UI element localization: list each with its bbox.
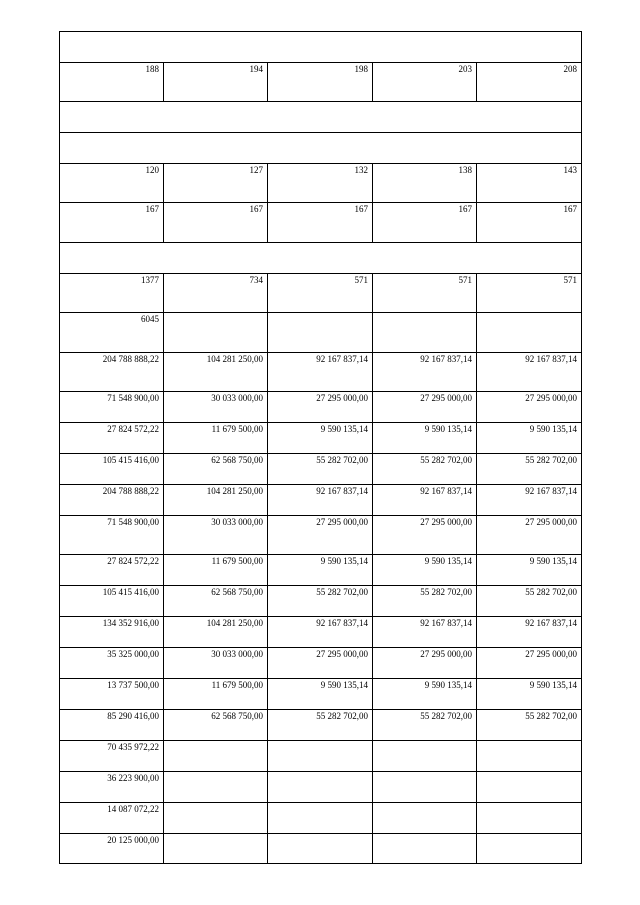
table-row [60, 485, 582, 516]
table-cell: 27 295 000,00 [268, 648, 373, 679]
table-cell [477, 772, 582, 803]
table-cell [373, 772, 477, 803]
table-cell: 208 [477, 63, 582, 102]
table-cell: 27 295 000,00 [477, 516, 582, 555]
table-cell [373, 834, 477, 864]
table-cell: 62 568 750,00 [164, 454, 268, 485]
table-cell: 71 548 900,00 [60, 392, 164, 423]
table-cell: 62 568 750,00 [164, 586, 268, 617]
table-row [60, 133, 582, 164]
table-row [60, 586, 582, 617]
table-cell: 9 590 135,14 [268, 679, 373, 710]
table-cell: 167 [164, 203, 268, 243]
table-cell: 92 167 837,14 [477, 485, 582, 516]
table-cell: 27 295 000,00 [477, 648, 582, 679]
table-row [60, 454, 582, 485]
table-cell: 36 223 900,00 [60, 772, 164, 803]
table-cell [164, 741, 268, 772]
table-cell: 132 [268, 164, 373, 203]
table-cell [164, 803, 268, 834]
table-row [60, 741, 582, 772]
table-cell: 55 282 702,00 [268, 454, 373, 485]
table-cell: 27 295 000,00 [373, 516, 477, 555]
table-cell: 27 824 572,22 [60, 423, 164, 454]
table-row [60, 243, 582, 274]
table-cell: 92 167 837,14 [268, 485, 373, 516]
table-cell: 27 295 000,00 [268, 516, 373, 555]
table-cell: 194 [164, 63, 268, 102]
table-cell: 85 290 416,00 [60, 710, 164, 741]
table-cell [268, 834, 373, 864]
table-cell [268, 803, 373, 834]
table-cell: 55 282 702,00 [373, 710, 477, 741]
table-cell: 70 435 972,22 [60, 741, 164, 772]
section-row-cell [60, 102, 582, 133]
table-cell: 167 [268, 203, 373, 243]
table-cell: 198 [268, 63, 373, 102]
table-row [60, 555, 582, 586]
table-cell: 571 [477, 274, 582, 313]
table-cell: 9 590 135,14 [268, 555, 373, 586]
table-row [60, 423, 582, 454]
table-row [60, 516, 582, 555]
table-cell: 734 [164, 274, 268, 313]
table-cell: 11 679 500,00 [164, 679, 268, 710]
table-cell [164, 313, 268, 353]
table-cell: 6045 [60, 313, 164, 353]
table-cell: 105 415 416,00 [60, 586, 164, 617]
table-cell: 27 295 000,00 [477, 392, 582, 423]
table-body [60, 32, 582, 864]
table-cell: 27 295 000,00 [268, 392, 373, 423]
table-row [60, 679, 582, 710]
section-row-cell [60, 243, 582, 274]
table-cell: 92 167 837,14 [373, 617, 477, 648]
table-cell: 92 167 837,14 [268, 617, 373, 648]
table-cell: 55 282 702,00 [373, 454, 477, 485]
table-cell: 30 033 000,00 [164, 648, 268, 679]
table-cell: 55 282 702,00 [268, 710, 373, 741]
table-row [60, 803, 582, 834]
section-row-cell [60, 32, 582, 63]
table-cell [373, 803, 477, 834]
table-row [60, 313, 582, 353]
table-cell: 62 568 750,00 [164, 710, 268, 741]
data-table [59, 31, 582, 864]
table-cell: 104 281 250,00 [164, 353, 268, 392]
table-cell: 134 352 916,00 [60, 617, 164, 648]
table-cell [477, 741, 582, 772]
table-row [60, 710, 582, 741]
table-cell [477, 803, 582, 834]
table-cell: 92 167 837,14 [373, 353, 477, 392]
table-cell [164, 772, 268, 803]
table-cell: 9 590 135,14 [268, 423, 373, 454]
table-row [60, 353, 582, 392]
table-cell: 30 033 000,00 [164, 516, 268, 555]
table-cell: 138 [373, 164, 477, 203]
table-cell: 127 [164, 164, 268, 203]
table-cell: 1377 [60, 274, 164, 313]
table-cell: 167 [60, 203, 164, 243]
table-cell: 104 281 250,00 [164, 617, 268, 648]
table-row [60, 772, 582, 803]
table-cell [268, 772, 373, 803]
table-cell: 55 282 702,00 [373, 586, 477, 617]
table-cell: 55 282 702,00 [477, 454, 582, 485]
table-row [60, 274, 582, 313]
table-cell: 167 [373, 203, 477, 243]
table-cell: 9 590 135,14 [373, 423, 477, 454]
table-cell [268, 741, 373, 772]
table-cell: 167 [477, 203, 582, 243]
table-cell: 11 679 500,00 [164, 423, 268, 454]
table-cell: 92 167 837,14 [477, 617, 582, 648]
table-cell: 35 325 000,00 [60, 648, 164, 679]
table-cell: 204 788 888,22 [60, 353, 164, 392]
table-cell: 9 590 135,14 [373, 679, 477, 710]
table-row [60, 63, 582, 102]
table-row [60, 102, 582, 133]
table-cell [373, 313, 477, 353]
table-cell: 571 [268, 274, 373, 313]
table-cell: 71 548 900,00 [60, 516, 164, 555]
table-cell: 27 824 572,22 [60, 555, 164, 586]
table-cell: 27 295 000,00 [373, 648, 477, 679]
table-cell: 14 087 072,22 [60, 803, 164, 834]
table-cell [373, 741, 477, 772]
section-row-cell [60, 133, 582, 164]
table-cell: 120 [60, 164, 164, 203]
table-row [60, 32, 582, 63]
table-cell: 9 590 135,14 [477, 423, 582, 454]
table-cell: 11 679 500,00 [164, 555, 268, 586]
table-row [60, 203, 582, 243]
table-cell [477, 313, 582, 353]
table-cell: 30 033 000,00 [164, 392, 268, 423]
table-cell: 92 167 837,14 [373, 485, 477, 516]
table-cell [477, 834, 582, 864]
table-cell [164, 834, 268, 864]
table-cell: 104 281 250,00 [164, 485, 268, 516]
table-cell: 55 282 702,00 [477, 586, 582, 617]
table-row [60, 648, 582, 679]
table-cell: 203 [373, 63, 477, 102]
table-cell: 92 167 837,14 [477, 353, 582, 392]
table-row [60, 617, 582, 648]
table-cell: 27 295 000,00 [373, 392, 477, 423]
table-cell: 13 737 500,00 [60, 679, 164, 710]
table-cell: 55 282 702,00 [268, 586, 373, 617]
table-cell [268, 313, 373, 353]
table-row [60, 164, 582, 203]
table-cell: 143 [477, 164, 582, 203]
table-cell: 55 282 702,00 [477, 710, 582, 741]
table-cell: 9 590 135,14 [373, 555, 477, 586]
table-row [60, 834, 582, 864]
table-cell: 20 125 000,00 [60, 834, 164, 864]
table-cell: 92 167 837,14 [268, 353, 373, 392]
table-row [60, 392, 582, 423]
table-cell: 571 [373, 274, 477, 313]
table-cell: 105 415 416,00 [60, 454, 164, 485]
table-cell: 9 590 135,14 [477, 555, 582, 586]
table-cell: 188 [60, 63, 164, 102]
table-cell: 204 788 888,22 [60, 485, 164, 516]
table-cell: 9 590 135,14 [477, 679, 582, 710]
